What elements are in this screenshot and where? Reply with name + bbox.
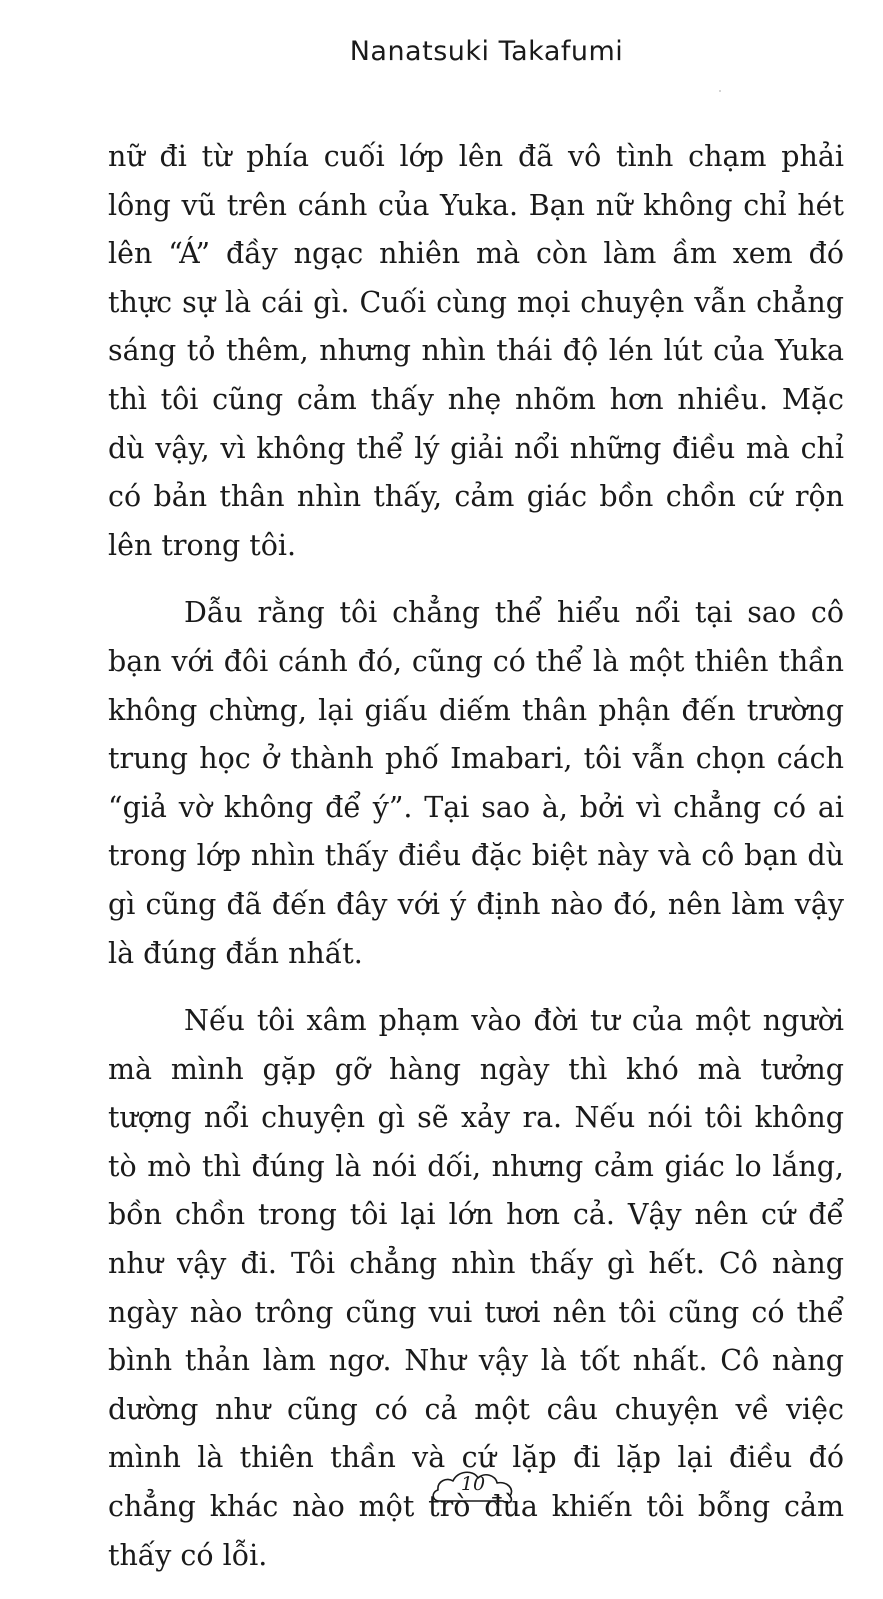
page-number: 10 <box>460 1473 486 1495</box>
ink-speck <box>719 90 721 92</box>
body-text <box>108 133 844 1599</box>
page-footer <box>429 1463 517 1509</box>
paragraph-1: nữ đi từ phía cuối lớp lên đã vô tình chạm phải lông vũ trên cánh của Yuka. Bạn nữ không chỉ hét lên “Á” đầy ngạc nhiên mà còn làm ầm xem đó thực sự là cái gì. Cuối cùng mọi chuyện vẫn chẳng sáng tỏ thêm, nhưng nhìn thái độ lén lút của Yuka thì tôi cũng cảm thấy nhẹ nhõm hơn nhiều. Mặc dù vậy, vì không thể lý giải nổi những điều mà chỉ có bản thân nhìn thấy, cảm giác bồn chồn cứ rộn lên trong tôi. <box>108 140 844 562</box>
running-header: Nanatsuki Takafumi <box>349 36 624 67</box>
paragraph-2: Dẫu rằng tôi chẳng thể hiểu nổi tại sao cô bạn với đôi cánh đó, cũng có thể là một thiên thần không chừng, lại giấu diếm thân phận đến trường trung học ở thành phố Imabari, tôi vẫn chọn cách “giả vờ không để ý”. Tại sao à, bởi vì chẳng có ai trong lớp nhìn thấy điều đặc biệt này và cô bạn dù gì cũng đã đến đây với ý định nào đó, nên làm vậy là đúng đắn nhất. <box>108 596 844 970</box>
paragraph-3: Nếu tôi xâm phạm vào đời tư của một người mà mình gặp gỡ hàng ngày thì khó mà tưởng tượng nổi chuyện gì sẽ xảy ra. Nếu nói tôi không tò mò thì đúng là nói dối, nhưng cảm giác lo lắng, bồn chồn trong tôi lại lớn hơn cả. Vậy nên cứ để như vậy đi. Tôi chẳng nhìn thấy gì hết. Cô nàng ngày nào trông cũng vui tươi nên tôi cũng có thể bình thản làm ngơ. Như vậy là tốt nhất. Cô nàng dường như cũng có cả một câu chuyện về việc mình là thiên thần và cứ lặp đi lặp lại điều đó chẳng khác nào một trò đùa khiến tôi bỗng cảm thấy có lỗi. <box>108 1004 844 1572</box>
